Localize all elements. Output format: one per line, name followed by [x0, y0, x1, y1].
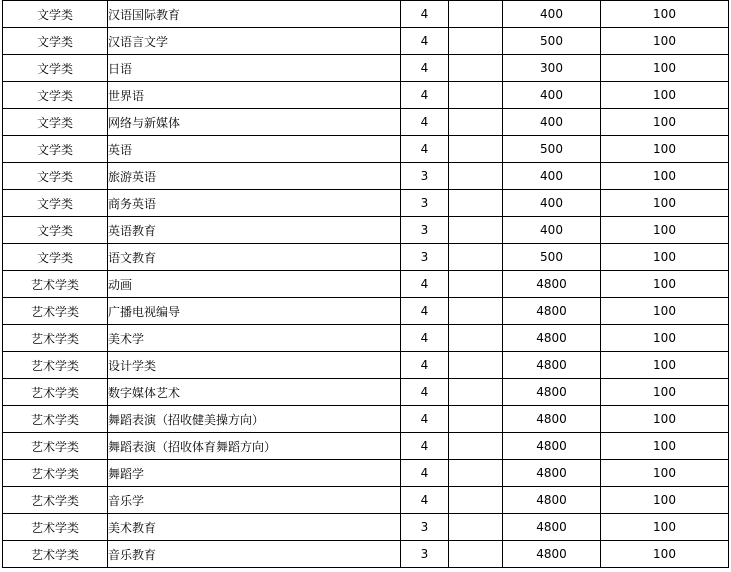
table-row	[3, 271, 729, 298]
category-cell: 艺术学类	[3, 379, 108, 406]
major-cell: 商务英语	[108, 190, 401, 217]
major-cell: 汉语言文学	[108, 28, 401, 55]
category-cell: 艺术学类	[3, 514, 108, 541]
years-cell: 4	[401, 325, 449, 352]
fee-cell: 4800	[503, 433, 601, 460]
empty-cell	[449, 271, 503, 298]
fee-cell: 4800	[503, 271, 601, 298]
count-cell: 100	[601, 55, 729, 82]
years-cell: 4	[401, 298, 449, 325]
years-cell: 3	[401, 244, 449, 271]
table-row	[3, 433, 729, 460]
years-cell: 4	[401, 271, 449, 298]
empty-cell	[449, 514, 503, 541]
fee-cell: 500	[503, 244, 601, 271]
years-cell: 4	[401, 406, 449, 433]
empty-cell	[449, 163, 503, 190]
category-cell: 艺术学类	[3, 433, 108, 460]
fee-cell: 4800	[503, 460, 601, 487]
empty-cell	[449, 136, 503, 163]
years-cell: 3	[401, 163, 449, 190]
fee-cell: 400	[503, 82, 601, 109]
empty-cell	[449, 55, 503, 82]
major-cell: 英语	[108, 136, 401, 163]
count-cell: 100	[601, 163, 729, 190]
count-cell: 100	[601, 244, 729, 271]
category-cell: 艺术学类	[3, 325, 108, 352]
major-cell: 设计学类	[108, 352, 401, 379]
category-cell: 艺术学类	[3, 460, 108, 487]
years-cell: 3	[401, 514, 449, 541]
empty-cell	[449, 28, 503, 55]
table-row	[3, 109, 729, 136]
major-cell: 日语	[108, 55, 401, 82]
major-cell: 舞蹈表演（招收健美操方向）	[108, 406, 401, 433]
empty-cell	[449, 190, 503, 217]
major-cell: 动画	[108, 271, 401, 298]
fee-cell: 500	[503, 28, 601, 55]
years-cell: 3	[401, 541, 449, 568]
table-row	[3, 190, 729, 217]
years-cell: 4	[401, 379, 449, 406]
count-cell: 100	[601, 1, 729, 28]
category-cell: 文学类	[3, 1, 108, 28]
empty-cell	[449, 541, 503, 568]
table-row	[3, 82, 729, 109]
category-cell: 文学类	[3, 217, 108, 244]
empty-cell	[449, 433, 503, 460]
major-cell: 世界语	[108, 82, 401, 109]
fee-cell: 4800	[503, 325, 601, 352]
fee-cell: 500	[503, 136, 601, 163]
fee-cell: 300	[503, 55, 601, 82]
years-cell: 4	[401, 109, 449, 136]
count-cell: 100	[601, 109, 729, 136]
category-cell: 文学类	[3, 82, 108, 109]
table-row	[3, 487, 729, 514]
empty-cell	[449, 352, 503, 379]
count-cell: 100	[601, 433, 729, 460]
major-cell: 美术教育	[108, 514, 401, 541]
table-row	[3, 136, 729, 163]
category-cell: 艺术学类	[3, 541, 108, 568]
major-cell: 广播电视编导	[108, 298, 401, 325]
years-cell: 4	[401, 487, 449, 514]
table-row	[3, 352, 729, 379]
fee-table	[2, 0, 729, 568]
empty-cell	[449, 217, 503, 244]
major-cell: 舞蹈表演（招收体育舞蹈方向）	[108, 433, 401, 460]
fee-cell: 4800	[503, 379, 601, 406]
years-cell: 4	[401, 460, 449, 487]
fee-cell: 4800	[503, 541, 601, 568]
count-cell: 100	[601, 379, 729, 406]
table-row	[3, 325, 729, 352]
table-row	[3, 217, 729, 244]
table-row	[3, 244, 729, 271]
category-cell: 文学类	[3, 28, 108, 55]
major-cell: 音乐教育	[108, 541, 401, 568]
major-cell: 英语教育	[108, 217, 401, 244]
count-cell: 100	[601, 514, 729, 541]
empty-cell	[449, 379, 503, 406]
count-cell: 100	[601, 406, 729, 433]
empty-cell	[449, 109, 503, 136]
category-cell: 艺术学类	[3, 487, 108, 514]
major-cell: 音乐学	[108, 487, 401, 514]
major-cell: 舞蹈学	[108, 460, 401, 487]
years-cell: 4	[401, 82, 449, 109]
fee-cell: 400	[503, 109, 601, 136]
major-cell: 语文教育	[108, 244, 401, 271]
years-cell: 4	[401, 352, 449, 379]
table-row	[3, 379, 729, 406]
category-cell: 文学类	[3, 244, 108, 271]
fee-cell: 4800	[503, 514, 601, 541]
count-cell: 100	[601, 541, 729, 568]
years-cell: 4	[401, 55, 449, 82]
table-row	[3, 163, 729, 190]
years-cell: 4	[401, 1, 449, 28]
count-cell: 100	[601, 28, 729, 55]
table-row	[3, 514, 729, 541]
table-row	[3, 55, 729, 82]
empty-cell	[449, 82, 503, 109]
count-cell: 100	[601, 271, 729, 298]
count-cell: 100	[601, 298, 729, 325]
empty-cell	[449, 487, 503, 514]
table-row	[3, 28, 729, 55]
major-cell: 网络与新媒体	[108, 109, 401, 136]
category-cell: 艺术学类	[3, 406, 108, 433]
fee-cell: 400	[503, 163, 601, 190]
category-cell: 艺术学类	[3, 352, 108, 379]
empty-cell	[449, 1, 503, 28]
table-row	[3, 406, 729, 433]
count-cell: 100	[601, 136, 729, 163]
fee-cell: 400	[503, 1, 601, 28]
count-cell: 100	[601, 82, 729, 109]
years-cell: 3	[401, 190, 449, 217]
table-row	[3, 460, 729, 487]
category-cell: 艺术学类	[3, 271, 108, 298]
fee-cell: 4800	[503, 406, 601, 433]
count-cell: 100	[601, 487, 729, 514]
count-cell: 100	[601, 460, 729, 487]
major-cell: 旅游英语	[108, 163, 401, 190]
category-cell: 文学类	[3, 109, 108, 136]
empty-cell	[449, 406, 503, 433]
category-cell: 艺术学类	[3, 298, 108, 325]
empty-cell	[449, 460, 503, 487]
empty-cell	[449, 325, 503, 352]
empty-cell	[449, 244, 503, 271]
count-cell: 100	[601, 352, 729, 379]
years-cell: 4	[401, 433, 449, 460]
count-cell: 100	[601, 217, 729, 244]
fee-cell: 400	[503, 217, 601, 244]
major-cell: 汉语国际教育	[108, 1, 401, 28]
major-cell: 美术学	[108, 325, 401, 352]
category-cell: 文学类	[3, 136, 108, 163]
table-row	[3, 298, 729, 325]
category-cell: 文学类	[3, 190, 108, 217]
table-row	[3, 1, 729, 28]
table-body	[3, 1, 729, 568]
fee-cell: 4800	[503, 298, 601, 325]
fee-cell: 400	[503, 190, 601, 217]
category-cell: 文学类	[3, 55, 108, 82]
years-cell: 4	[401, 28, 449, 55]
major-cell: 数字媒体艺术	[108, 379, 401, 406]
count-cell: 100	[601, 325, 729, 352]
years-cell: 3	[401, 217, 449, 244]
fee-cell: 4800	[503, 352, 601, 379]
years-cell: 4	[401, 136, 449, 163]
empty-cell	[449, 298, 503, 325]
fee-cell: 4800	[503, 487, 601, 514]
table-row	[3, 541, 729, 568]
category-cell: 文学类	[3, 163, 108, 190]
count-cell: 100	[601, 190, 729, 217]
